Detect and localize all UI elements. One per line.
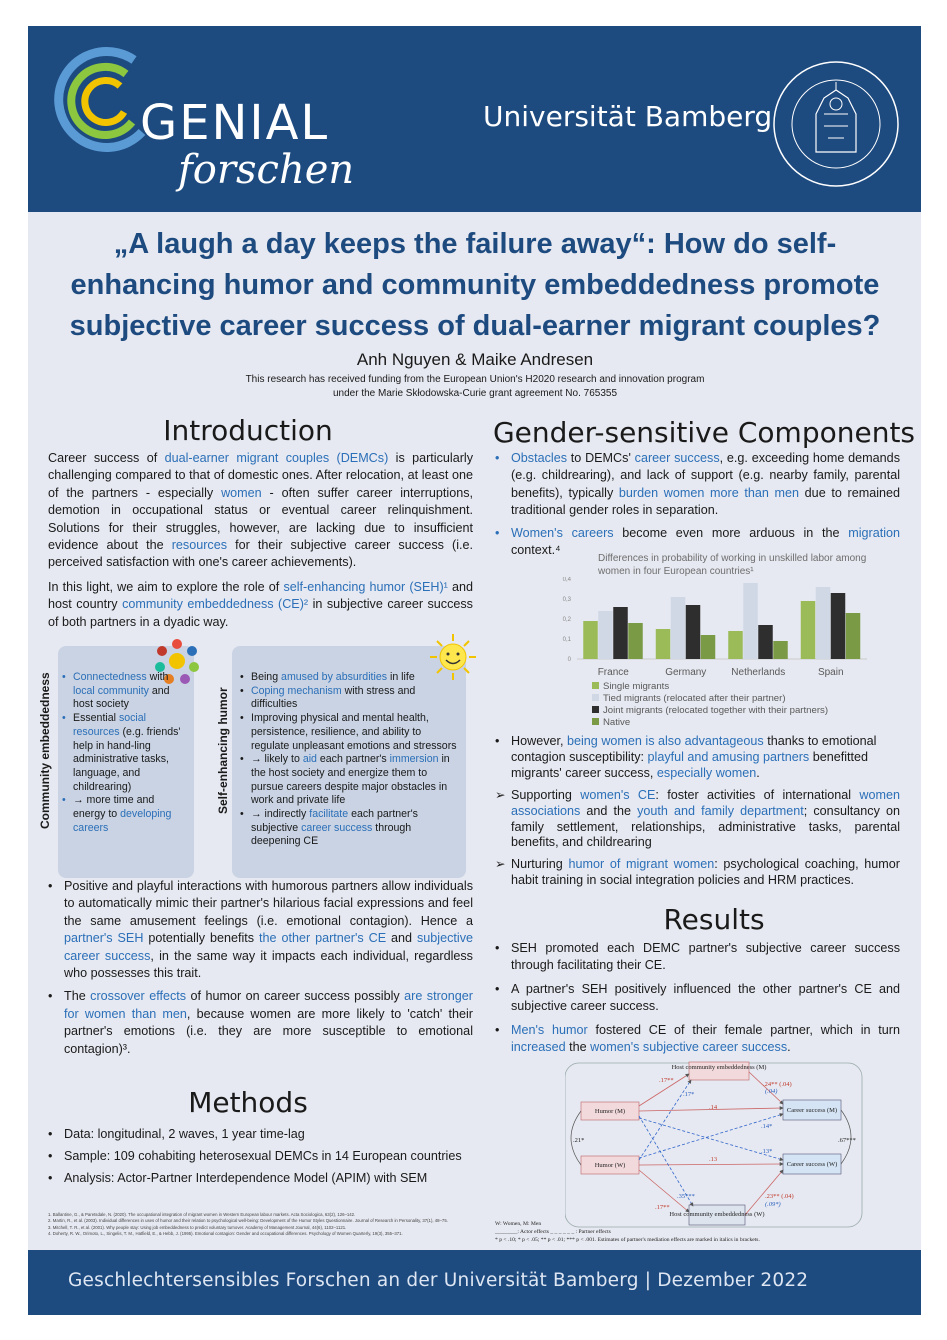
x-category-label: Germany	[665, 667, 707, 678]
ce-list	[62, 671, 186, 835]
intro-bullet-contagion: • Positive and playful interactions with humorous partners allow individuals to automatically mimic their partner's hilarious facial expressions and feel the same amusement feelings (i.e. emotional contagion). Hence a partner's SEH potentially benefits the other partner's CE and subjective career success, in the same way it impacts each individual, regardless who possesses this trait.	[48, 878, 473, 982]
bar-germany-0	[656, 629, 671, 659]
coef-cew-csw-indirect: (.09*)	[765, 1201, 781, 1208]
bar-germany-2	[686, 605, 701, 659]
gender-bullets-bottom	[495, 734, 900, 787]
poster-title: „A laugh a day keeps the failure away“: How do self-enhancing humor and community embeddedness promote subjective career success of dual-earner migrant couples?	[69, 228, 881, 342]
ce-item: • Essential social resources (e.g. friends' help in hand-ling administrative tasks, language, and childrearing)	[62, 712, 186, 794]
y-tick-label: 0,3	[562, 597, 571, 603]
intro-paragraph-1: Career success of dual-earner migrant couples (DEMCs) is particularly challenging compared to that of domestic ones. After relocation, at least one of the partners - especially women - often suffer career interruptions, demotion in occupational status or eventual career relinquishment. Solutions for their struggles, however, are lacking due to insufficient evidence about the resources for their subjective career success (i.e. perceived satisfaction with one's career achievements).	[48, 451, 473, 570]
seh-item: • → likely to aid each partner's immersion in the host society and energize them to pursue careers despite major obstacles in work and private life	[240, 753, 458, 808]
legend-label: Single migrants	[603, 681, 670, 692]
bar-netherlands-2	[758, 625, 773, 659]
bar-spain-1	[816, 587, 831, 659]
header-banner	[28, 26, 921, 212]
intro-bullets	[48, 878, 473, 1058]
gender-bullet-careers: • Women's careers become even more arduous in the migration context.⁴	[495, 525, 900, 560]
coef-hm-cem: .17**	[659, 1077, 674, 1084]
reference-item: 1. Ballantine, G., & Paretsdale, N. (2020). The occupational integration of migrant women in Western European labour markets. Acta Sociologica, 63(2), 126–142.	[48, 1212, 356, 1217]
x-category-label: Netherlands	[731, 667, 786, 678]
result-item: • Men's humor fostered CE of their female partner, which in turn increased the women's subjective career success.	[495, 1022, 900, 1057]
gender-bullet-obstacles: • Obstacles to DEMCs' career success, e.g. exceeding home demands (e.g. childrearing), and lack of support (e.g. nearby family, parental benefits), typically burden women more than men due to remained traditional gender roles in separation.	[495, 450, 900, 520]
funding-line-1: This research has received funding from the European Union's H2020 research and innovation program	[245, 374, 705, 385]
seh-item: • Improving physical and mental health, persistence, resilience, and ability to regulate unpleasant emotions and stressors	[240, 712, 458, 753]
bar-france-3	[628, 623, 643, 659]
apim-path-diagram	[565, 1060, 865, 1235]
methods-list	[48, 1126, 473, 1186]
reference-item: 3. Mitchell, T. R., et al. (2001). Why people stay: Using job embeddedness to predict voluntary turnover. Academy of Management Journal, 44(6), 1102–1121.	[48, 1224, 347, 1230]
bar-spain-2	[831, 593, 846, 659]
reference-item: 4. Doherty, R. W., Orimoto, L., Singelis, T. M., Hatfield, E., & Hebb, J. (1995). Emotional contagion: Gender and occupational differences. Psychology of Women Quarterly, 19(3), 355–371.	[48, 1230, 403, 1236]
coef-humor-covariance: .21*	[573, 1137, 585, 1144]
bar-spain-3	[846, 613, 861, 659]
bar-germany-1	[671, 597, 686, 659]
result-item: • SEH promoted each DEMC partner's subjective career success through facilitating their CE.	[495, 940, 900, 975]
legend-swatch	[592, 718, 599, 725]
unskilled-labor-bar-chart	[555, 577, 875, 679]
footer-banner	[28, 1250, 921, 1315]
y-tick-label: 0,2	[562, 617, 571, 623]
legend-label: Joint migrants (relocated together with their partners)	[603, 705, 829, 716]
bar-france-2	[613, 607, 628, 659]
intro-paragraph-2: In this light, we aim to explore the role of self-enhancing humor (SEH)¹ and host country community embeddedness (CE)² in subjective career success of both partners in a dyadic way.	[48, 580, 474, 629]
legend-label: Tied migrants (relocated after their partner)	[603, 693, 786, 704]
ce-vertical-label: Community embeddedness	[38, 672, 52, 829]
legend-entry	[592, 705, 892, 717]
diagram-legend	[495, 1221, 895, 1244]
y-tick-label: 0,1	[562, 637, 571, 643]
coef-cs-covariance: .67***	[838, 1137, 856, 1144]
gender-bullet-advantage: • However, being women is also advantageous thanks to emotional contagion susceptibility: playful and amusing partners benefitted migrants' career success, especially women.	[495, 734, 900, 781]
legend-swatch	[592, 706, 599, 713]
legend-label: Native	[603, 717, 631, 728]
bar-netherlands-0	[728, 631, 743, 659]
university-seal-icon	[766, 54, 906, 194]
coef-hw-cem: .17*	[683, 1091, 695, 1098]
results-heading: Results	[663, 903, 765, 936]
legend-swatch	[592, 694, 599, 701]
university-name: Universität Bamberg	[483, 100, 773, 133]
logo-genial-text: GENIAL	[140, 95, 330, 151]
legend-entry	[592, 681, 892, 693]
chart-title: Differences in probability of working in unskilled labor among women in four European countries¹	[598, 553, 867, 577]
node-label-cs-w: Career success (W)	[786, 1161, 838, 1168]
intro-heading: Introduction	[163, 414, 333, 447]
methods-item: • Sample: 109 cohabiting heterosexual DEMCs in 14 European countries	[48, 1148, 473, 1164]
coef-cew-csw: .23** (.04)	[765, 1193, 794, 1200]
gender-bullets-top	[495, 450, 900, 559]
legend-entry	[592, 693, 892, 705]
x-category-labels	[555, 667, 875, 679]
node-label-ce-m: Host community embeddedness (M)	[671, 1064, 767, 1071]
references	[48, 1212, 473, 1237]
seh-item: • Being amused by absurdities in life	[240, 671, 458, 685]
coef-cross-csm: .14*	[761, 1123, 773, 1130]
recommendation-nurture-humor: ➢ Nurturing humor of migrant women: psychological coaching, humor habit training in social integration policies and HRM practices.	[495, 857, 900, 889]
bar-spain-0	[801, 601, 816, 659]
seh-item: • Coping mechanism with stress and difficulties	[240, 685, 458, 712]
y-tick-label: 0	[567, 657, 571, 663]
node-label-ce-w: Host community embeddedness (W)	[669, 1211, 765, 1218]
diagram-legend-line: ________: Actor effects _ _ _ _ _ _ : Partner effects	[495, 1228, 611, 1235]
reference-item: 2. Martin, R., et al. (2003). Individual differences in uses of humor and their relation to psychological well-being: Development of the Humor Styles Questionnaire. Journal of Research in Personality, 37(1), 48–75.	[48, 1218, 448, 1224]
methods-heading: Methods	[188, 1086, 308, 1119]
coef-cross-csw: .13*	[761, 1148, 773, 1155]
footer-text: Geschlechtersensibles Forschen an der Universität Bamberg | Dezember 2022	[68, 1270, 809, 1291]
seh-list	[240, 671, 458, 849]
node-label-humor-m: Humor (M)	[594, 1108, 626, 1115]
recommendation-support-ce: ➢ Supporting women's CE: foster activities of international women associations and the youth and family department; consultancy on family settlement, relationships, administrative tasks, parental benefits, and childrearing	[495, 788, 900, 851]
bar-germany-3	[701, 635, 716, 659]
x-category-label: Spain	[817, 667, 844, 678]
coef-hm-cew: .35***	[677, 1193, 695, 1200]
seh-vertical-label: Self-enhancing humor	[216, 687, 230, 814]
funding-line-2: under the Marie Skłodowska-Curie grant agreement No. 765355	[332, 388, 618, 399]
coef-cem-csm-indirect: (.04)	[765, 1088, 778, 1095]
gender-heading: Gender-sensitive Components	[492, 416, 916, 449]
bar-netherlands-3	[773, 641, 788, 659]
authors: Anh Nguyen & Maike Andresen	[356, 350, 594, 369]
coef-hw-cew: .17**	[655, 1204, 670, 1211]
node-label-cs-m: Career success (M)	[786, 1107, 838, 1114]
coef-hm-csm: .14	[709, 1104, 718, 1111]
diagram-legend-line: W: Women, M: Men	[495, 1221, 542, 1227]
methods-item: • Analysis: Actor-Partner Interdependence Model (APIM) with SEM	[48, 1170, 473, 1186]
bar-netherlands-1	[743, 583, 758, 659]
result-item: • A partner's SEH positively influenced the other partner's CE and subjective career success.	[495, 981, 900, 1016]
seh-item: • → indirectly facilitate each partner's subjective career success through deepening CE	[240, 808, 458, 849]
results-list	[495, 940, 900, 1056]
x-category-label: France	[597, 667, 629, 678]
legend-entry	[592, 717, 892, 729]
methods-item: • Data: longitudinal, 2 waves, 1 year time-lag	[48, 1126, 473, 1142]
intro-bullet-crossover: • The crossover effects of humor on career success possibly are stronger for women than men, because women are more likely to 'catch' their partner's emotions (i.e. they are more susceptible to emotional contagion)³.	[48, 988, 473, 1058]
y-tick-label: 0,4	[562, 577, 571, 583]
logo-forschen-text: forschen	[178, 147, 355, 193]
bar-france-0	[583, 621, 598, 659]
coef-hw-csw: .13	[709, 1156, 718, 1163]
gender-recommendations	[495, 788, 900, 889]
chart-legend	[592, 667, 892, 729]
coef-cem-csm: .24** (.04)	[763, 1081, 792, 1088]
node-label-humor-w: Humor (W)	[594, 1162, 626, 1169]
ce-item: • → more time and energy to developing careers	[62, 794, 186, 835]
ce-item: • Connectedness with local community and host society	[62, 671, 186, 712]
diagram-legend-line: * p < .10; * p < .05; ** p < .01; *** p < .001. Estimates of partner's mediation effects are marked in italics in brackets.	[495, 1236, 760, 1243]
legend-swatch	[592, 682, 599, 689]
bar-france-1	[598, 611, 613, 659]
